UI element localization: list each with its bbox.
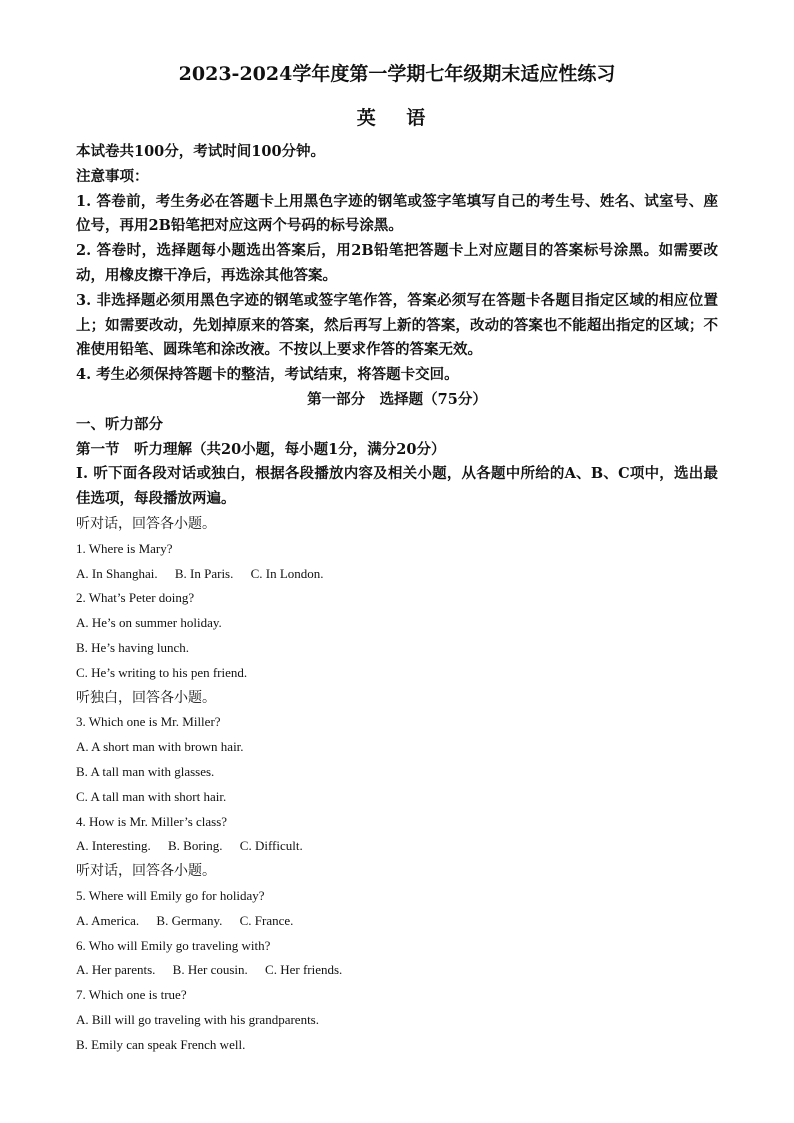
notes-heading: 注意事项：	[76, 167, 149, 185]
note-item: 3. 非选择题必须用黑色字迹的钢笔或签字笔作答，答案必须写在答题卡各题目指定区域的相应位置上；如需要改动，先划掉原来的答案，然后再写上新的答案，改动的答案也不能超出指定的区域；不准使用铅笔、圆珠笔和涂改液。不按以上要求作答的答案无效。	[76, 291, 718, 359]
option: C. A tall man with short hair.	[76, 788, 227, 804]
option-row	[76, 958, 718, 983]
option: A. In Shanghai.	[76, 565, 158, 581]
option: C. Difficult.	[239, 838, 303, 854]
option: B. He’s having lunch.	[76, 639, 190, 655]
exam-title: 2023-2024学年度第一学期七年级期末适应性练习	[178, 63, 616, 85]
subject-title: 英 语	[356, 107, 438, 129]
group-label: 听对话，回答各小题。	[76, 863, 216, 880]
section-heading: 一、听力部分	[76, 415, 163, 433]
option: C. France.	[239, 912, 294, 928]
option-row	[76, 834, 718, 859]
option-row	[76, 909, 718, 934]
option: A. A short man with brown hair.	[76, 739, 244, 755]
option: A. America.	[76, 912, 140, 928]
option: B. Emily can speak French well.	[76, 1036, 246, 1052]
score-time-line: 本试卷共100分，考试时间100分钟。	[76, 143, 326, 160]
question-text: 1. Where is Mary?	[76, 540, 173, 556]
option: B. Her cousin.	[172, 962, 248, 978]
option: B. A tall man with glasses.	[76, 763, 215, 779]
question-text: 5. Where will Emily go for holiday?	[76, 887, 265, 903]
group-label: 听独白，回答各小题。	[76, 689, 216, 706]
question-text: 6. Who will Emily go traveling with?	[76, 937, 271, 953]
question-text: 2. What’s Peter doing?	[76, 590, 195, 606]
option: C. Her friends.	[265, 962, 343, 978]
option: C. He’s writing to his pen friend.	[76, 664, 248, 680]
question-text: 7. Which one is true?	[76, 987, 187, 1003]
option-row	[76, 562, 718, 587]
group-label: 听对话，回答各小题。	[76, 515, 216, 532]
question-text: 4. How is Mr. Miller’s class?	[76, 813, 228, 829]
option: B. Boring.	[167, 838, 223, 854]
option: A. Her parents.	[76, 962, 156, 978]
note-item: 1. 答卷前，考生务必在答题卡上用黑色字迹的钢笔或签字笔填写自己的考生号、姓名、试室号、座位号，再用2B铅笔把对应这两个号码的标号涂黑。	[76, 192, 718, 235]
option: B. Germany.	[156, 912, 223, 928]
part-heading: 第一部分 选择题（75分）	[307, 390, 487, 408]
note-item: 2. 答卷时，选择题每小题选出答案后，用2B铅笔把答题卡上对应题目的答案标号涂黑。如需要改动，用橡皮擦干净后，再选涂其他答案。	[76, 242, 718, 284]
note-item: 4. 考生必须保持答题卡的整洁，考试结束，将答题卡交回。	[76, 366, 459, 384]
option: A. Bill will go traveling with his grandparents.	[76, 1011, 319, 1027]
subsection-heading: 第一节 听力理解（共20小题，每小题1分，满分20分）	[76, 440, 446, 458]
option: C. In London.	[250, 565, 324, 581]
question-text: 3. Which one is Mr. Miller?	[76, 714, 221, 730]
exam-page	[76, 62, 718, 1057]
option: A. He’s on summer holiday.	[76, 615, 222, 631]
option: A. Interesting.	[76, 838, 151, 854]
option: B. In Paris.	[174, 565, 234, 581]
listening-instruction: Ⅰ. 听下面各段对话或独白，根据各段播放内容及相关小题，从各题中所给的A、B、C项中，选出最佳选项，每段播放两遍。	[76, 465, 718, 508]
